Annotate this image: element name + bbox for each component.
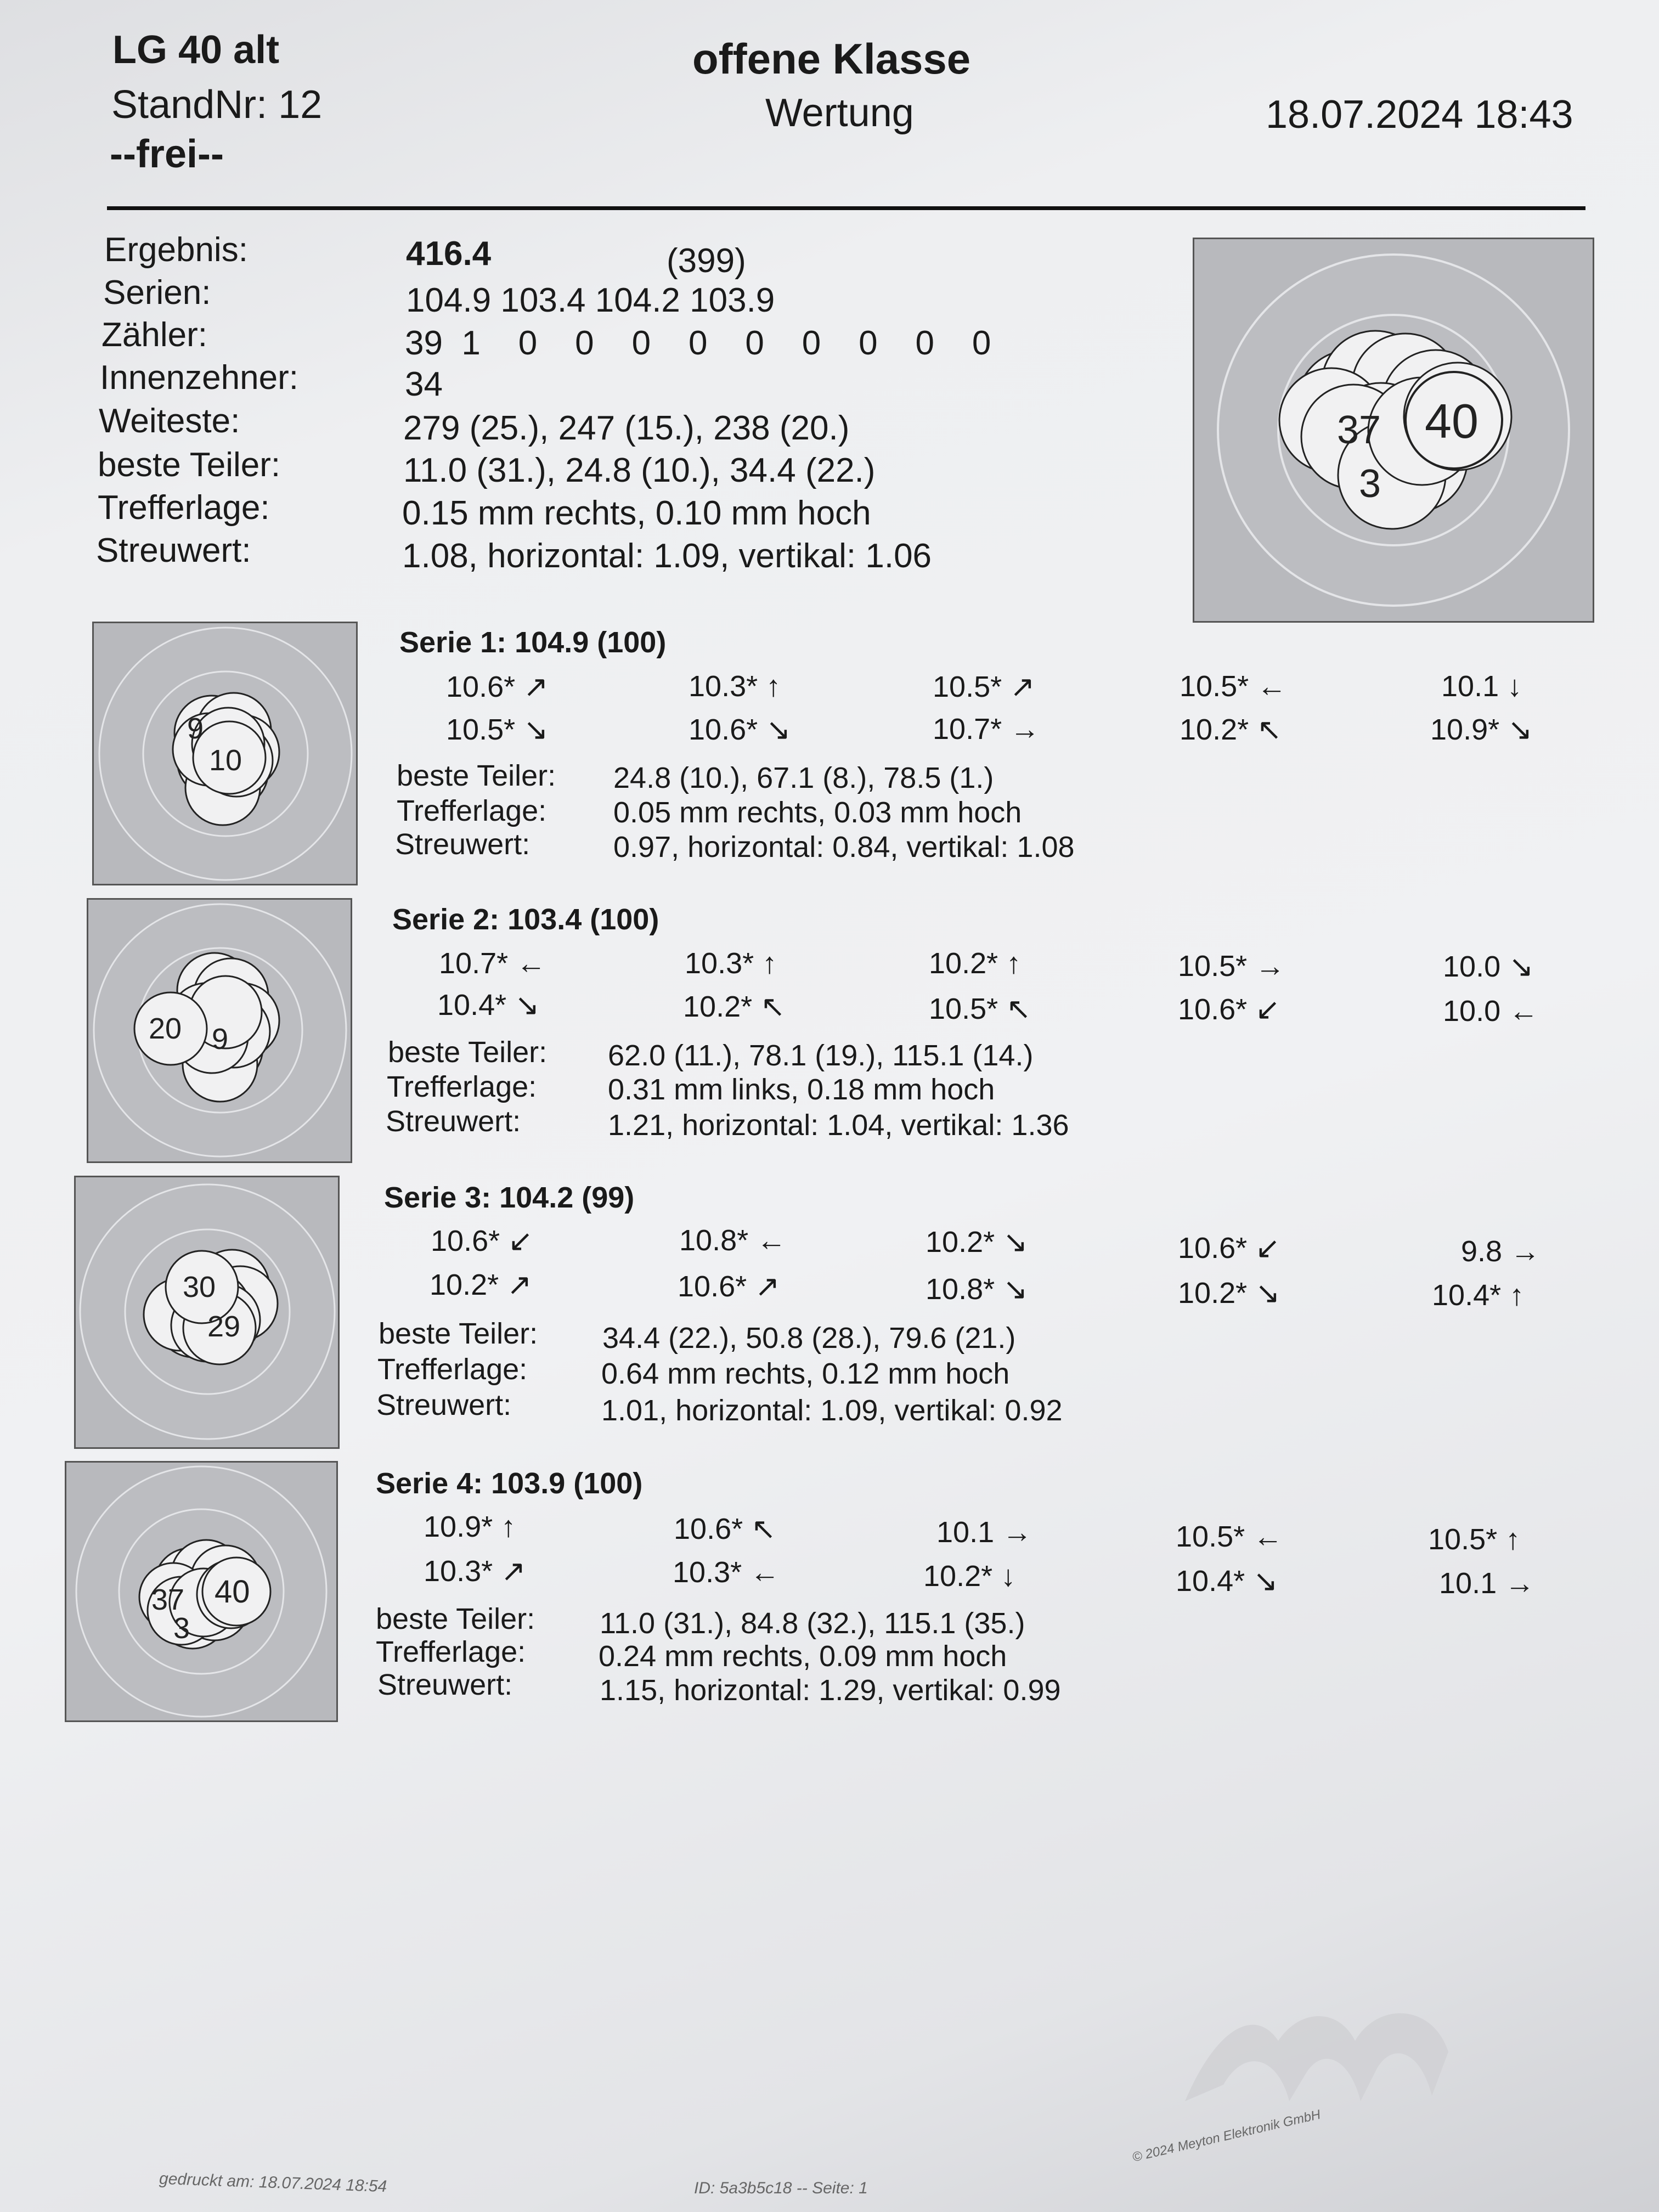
series-target-image bbox=[74, 1176, 340, 1449]
shot-value: 10.5* ↖ bbox=[929, 992, 1031, 1025]
shot-label: 3 bbox=[173, 1612, 190, 1645]
shot-label: 40 bbox=[215, 1574, 250, 1610]
print-date: gedruckt am: 18.07.2024 18:54 bbox=[159, 2169, 387, 2196]
shot-label: 3 bbox=[1359, 462, 1381, 506]
stat-value: 24.8 (10.), 67.1 (8.), 78.5 (1.) bbox=[613, 761, 994, 794]
summary-value: 39 1 0 0 0 0 0 0 0 0 0 bbox=[405, 324, 991, 362]
stat-label: Streuwert: bbox=[395, 828, 531, 861]
stat-value: 62.0 (11.), 78.1 (19.), 115.1 (14.) bbox=[608, 1039, 1034, 1072]
shot-value: 10.4* ↑ bbox=[1432, 1279, 1525, 1312]
stat-label: Trefferlage: bbox=[377, 1353, 528, 1386]
stat-value: 34.4 (22.), 50.8 (28.), 79.6 (21.) bbox=[602, 1322, 1016, 1355]
meyton-logo-icon bbox=[1174, 1991, 1459, 2118]
shot-value: 10.1 → bbox=[936, 1516, 1032, 1549]
shot-value: 10.1 → bbox=[1439, 1567, 1535, 1600]
target-svg bbox=[1194, 239, 1593, 621]
shot-label: 9 bbox=[187, 712, 204, 745]
series-title: Serie 4: 103.9 (100) bbox=[376, 1467, 643, 1500]
series-title: Serie 1: 104.9 (100) bbox=[399, 626, 667, 659]
series-title: Serie 2: 103.4 (100) bbox=[392, 903, 659, 936]
shot-value: 10.7* → bbox=[933, 713, 1040, 746]
summary-value: 279 (25.), 247 (15.), 238 (20.) bbox=[403, 409, 850, 447]
summary-value: 0.15 mm rechts, 0.10 mm hoch bbox=[402, 494, 871, 532]
shot-value: 10.3* ← bbox=[673, 1556, 780, 1589]
shot-value: 10.3* ↑ bbox=[689, 670, 781, 703]
summary-label: Zähler: bbox=[101, 316, 207, 354]
program-name: LG 40 alt bbox=[112, 28, 280, 72]
summary-target-image bbox=[1193, 238, 1594, 623]
shot-value: 10.2* ↘ bbox=[1178, 1277, 1280, 1310]
shot-label: 30 bbox=[183, 1271, 216, 1304]
shot-value: 10.9* ↘ bbox=[1430, 713, 1533, 746]
class-title: offene Klasse bbox=[692, 35, 971, 83]
shot-value: 10.5* ↑ bbox=[1428, 1523, 1521, 1556]
shot-value: 10.8* ↘ bbox=[926, 1273, 1028, 1306]
shooter-name: --frei-- bbox=[110, 132, 224, 176]
shot-value: 10.3* ↗ bbox=[424, 1555, 526, 1588]
shot-value: 10.5* ← bbox=[1176, 1520, 1283, 1553]
stat-label: Streuwert: bbox=[377, 1668, 513, 1701]
shot-value: 10.5* → bbox=[1178, 950, 1285, 983]
shot-value: 10.5* ↘ bbox=[446, 713, 549, 746]
stat-label: Streuwert: bbox=[376, 1389, 512, 1421]
stand-number: StandNr: 12 bbox=[111, 83, 323, 127]
stat-value: 1.01, horizontal: 1.09, vertikal: 0.92 bbox=[601, 1394, 1063, 1427]
summary-label: Innenzehner: bbox=[100, 359, 298, 397]
shot-label: 29 bbox=[207, 1310, 241, 1343]
shot-value: 10.9* ↑ bbox=[424, 1510, 516, 1543]
series-title: Serie 3: 104.2 (99) bbox=[384, 1181, 635, 1214]
shot-label: 9 bbox=[212, 1023, 229, 1056]
target-svg bbox=[88, 900, 351, 1161]
shot-value: 10.0 ← bbox=[1443, 995, 1539, 1028]
summary-value: 11.0 (31.), 24.8 (10.), 34.4 (22.) bbox=[403, 452, 876, 489]
shot-value: 10.2* ↖ bbox=[1180, 713, 1282, 746]
stat-label: Trefferlage: bbox=[387, 1070, 537, 1103]
document-id: ID: 5a3b5c18 -- Seite: 1 bbox=[694, 2179, 868, 2197]
summary-label: beste Teiler: bbox=[98, 446, 281, 484]
stat-value: 0.05 mm rechts, 0.03 mm hoch bbox=[613, 796, 1022, 829]
shot-value: 10.0 ↘ bbox=[1443, 950, 1534, 983]
summary-value: 1.08, horizontal: 1.09, vertikal: 1.06 bbox=[402, 537, 932, 575]
shot-value: 10.6* ↖ bbox=[674, 1513, 776, 1545]
summary-value: 416.4 bbox=[406, 235, 492, 273]
shot-value: 10.6* ↙ bbox=[1178, 993, 1280, 1026]
shot-value: 10.2* ↖ bbox=[683, 990, 786, 1023]
shot-label: 37 bbox=[1337, 408, 1381, 452]
stat-value: 11.0 (31.), 84.8 (32.), 115.1 (35.) bbox=[600, 1607, 1025, 1640]
summary-value: 34 bbox=[405, 365, 443, 403]
series-target-image bbox=[92, 622, 358, 885]
summary-label: Streuwert: bbox=[96, 532, 251, 569]
stat-value: 0.64 mm rechts, 0.12 mm hoch bbox=[601, 1357, 1010, 1390]
stat-label: beste Teiler: bbox=[379, 1317, 538, 1350]
shot-value: 10.6* ↗ bbox=[446, 670, 549, 703]
shot-value: 9.8 → bbox=[1461, 1235, 1541, 1268]
summary-label: Serien: bbox=[103, 274, 211, 312]
stat-value: 0.31 mm links, 0.18 mm hoch bbox=[608, 1073, 995, 1106]
summary-extra: (399) bbox=[667, 242, 746, 280]
shot-label: 37 bbox=[151, 1583, 185, 1616]
stat-label: Trefferlage: bbox=[397, 794, 547, 827]
target-svg bbox=[94, 623, 356, 884]
stat-label: beste Teiler: bbox=[376, 1602, 535, 1635]
series-target-image bbox=[87, 898, 352, 1163]
datetime: 18.07.2024 18:43 bbox=[1266, 93, 1573, 137]
shot-label: 10 bbox=[209, 744, 242, 777]
shot-value: 10.7* ← bbox=[439, 947, 546, 980]
mode-title: Wertung bbox=[765, 91, 914, 135]
series-target-image bbox=[65, 1461, 338, 1722]
shot-value: 10.8* ← bbox=[679, 1224, 787, 1257]
shot-value: 10.5* ← bbox=[1180, 670, 1287, 703]
shot-value: 10.6* ↗ bbox=[678, 1270, 780, 1303]
stat-value: 0.24 mm rechts, 0.09 mm hoch bbox=[599, 1640, 1007, 1673]
target-svg bbox=[66, 1463, 336, 1720]
stat-label: Streuwert: bbox=[386, 1105, 521, 1138]
shot-value: 10.2* ↓ bbox=[923, 1560, 1016, 1593]
shot-value: 10.6* ↘ bbox=[689, 713, 791, 746]
stat-label: beste Teiler: bbox=[388, 1036, 548, 1069]
shot-value: 10.5* ↗ bbox=[933, 670, 1035, 703]
shot-value: 10.6* ↙ bbox=[1178, 1232, 1280, 1265]
shot-label: 20 bbox=[149, 1012, 182, 1045]
stat-label: beste Teiler: bbox=[397, 759, 556, 792]
stat-label: Trefferlage: bbox=[376, 1635, 526, 1668]
stat-value: 0.97, horizontal: 0.84, vertikal: 1.08 bbox=[613, 831, 1075, 864]
shot-value: 10.2* ↗ bbox=[430, 1268, 532, 1301]
shot-value: 10.2* ↑ bbox=[929, 947, 1022, 980]
header-divider bbox=[107, 206, 1585, 210]
shot-value: 10.3* ↑ bbox=[685, 947, 777, 980]
summary-value: 104.9 103.4 104.2 103.9 bbox=[406, 281, 775, 319]
stat-value: 1.21, horizontal: 1.04, vertikal: 1.36 bbox=[608, 1109, 1069, 1142]
target-svg bbox=[76, 1177, 338, 1447]
shot-label: 40 bbox=[1425, 394, 1479, 448]
shot-value: 10.1 ↓ bbox=[1441, 670, 1522, 703]
shot-value: 10.6* ↙ bbox=[431, 1224, 533, 1257]
shot-value: 10.4* ↘ bbox=[437, 989, 540, 1022]
shot-value: 10.2* ↘ bbox=[926, 1226, 1028, 1259]
shot-value: 10.4* ↘ bbox=[1176, 1565, 1278, 1598]
stat-value: 1.15, horizontal: 1.29, vertikal: 0.99 bbox=[600, 1674, 1061, 1707]
copyright: © 2024 Meyton Elektronik GmbH bbox=[1131, 2107, 1322, 2165]
summary-label: Weiteste: bbox=[99, 402, 240, 440]
summary-label: Ergebnis: bbox=[104, 231, 248, 269]
summary-label: Trefferlage: bbox=[98, 489, 270, 527]
